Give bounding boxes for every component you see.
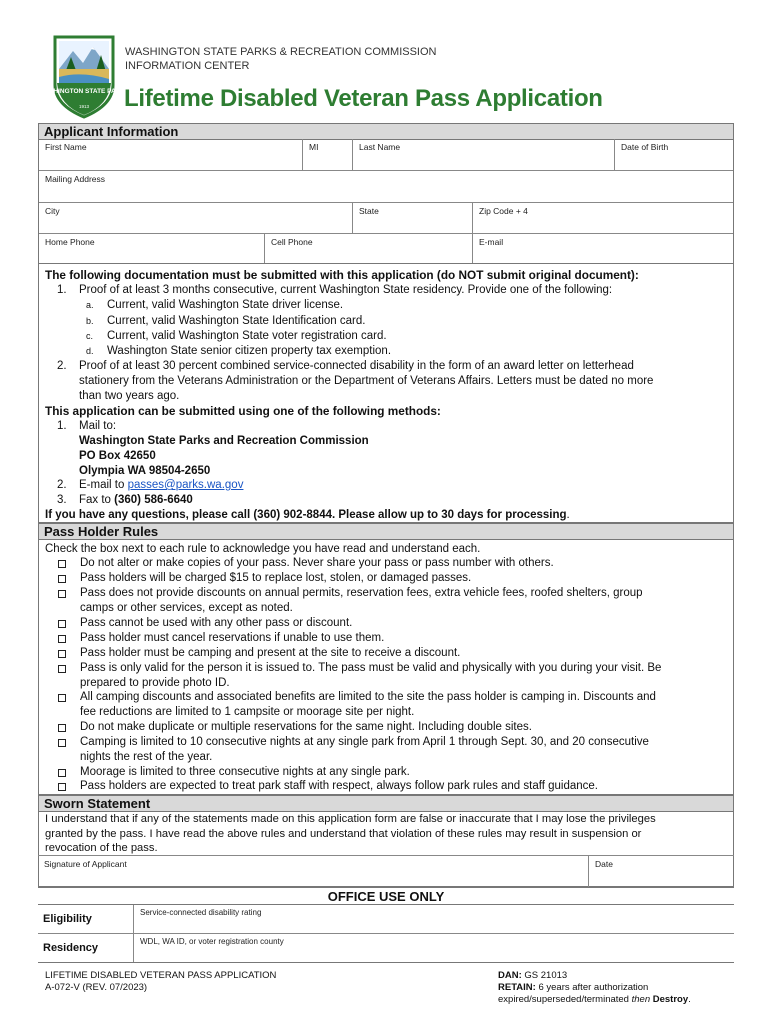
last-name-label: Last Name bbox=[359, 142, 401, 152]
residency-proof-label: WDL, WA ID, or voter registration county bbox=[140, 937, 284, 946]
rule-2-checkbox[interactable] bbox=[58, 575, 66, 583]
agency-line-1: WASHINGTON STATE PARKS & RECREATION COMMISSION bbox=[125, 46, 437, 58]
rule-7-text: Pass is only valid for the person it is issued to. The pass must be valid and physically with you during your visit. Be bbox=[80, 662, 662, 674]
cell-phone-field[interactable] bbox=[265, 234, 473, 263]
rule-10-text: Camping is limited to 10 consecutive nights at any single park from April 1 through Sept. 30, and 20 consecutive bbox=[80, 736, 649, 748]
city-label: City bbox=[45, 206, 60, 216]
methods-heading: This application can be submitted using one of the following methods: bbox=[45, 404, 441, 418]
rule-1-text: Do not alter or make copies of your pass. Never share your pass or pass number with others. bbox=[80, 557, 554, 569]
mailing-address-label: Mailing Address bbox=[45, 174, 106, 184]
rule-11-checkbox[interactable] bbox=[58, 769, 66, 777]
rule-4-checkbox[interactable] bbox=[58, 620, 66, 628]
date-of-birth-field[interactable] bbox=[615, 139, 733, 171]
rule-8-text: All camping discounts and associated benefits are limited to the site the pass holder is camping in. Discounts and bbox=[80, 691, 656, 703]
agency-line-2: INFORMATION CENTER bbox=[125, 60, 250, 72]
disability-rating-label: Service-connected disability rating bbox=[140, 908, 262, 917]
doc-item-1-number: 1. bbox=[57, 284, 67, 296]
last-name-field[interactable] bbox=[353, 139, 615, 171]
sworn-line-1: I understand that if any of the statements made on this application form are false or inaccurate that I may lose the privileges bbox=[45, 813, 656, 825]
doc-sub-c: c. Current, valid Washington State voter registration card. bbox=[86, 330, 387, 342]
rule-11-text: Moorage is limited to three consecutive nights at any single park. bbox=[80, 766, 410, 778]
sworn-line-3: revocation of the pass. bbox=[45, 842, 158, 854]
state-field[interactable] bbox=[353, 203, 473, 234]
doc-item-1 bbox=[57, 283, 613, 298]
residency-cell bbox=[38, 934, 134, 962]
rule-10-checkbox[interactable] bbox=[58, 739, 66, 747]
mailing-address-field[interactable] bbox=[39, 171, 733, 203]
rule-5-checkbox[interactable] bbox=[58, 635, 66, 643]
mail-address-city: Olympia WA 98504-2650 bbox=[79, 465, 211, 477]
rule-6-checkbox[interactable] bbox=[58, 650, 66, 658]
page-title: Lifetime Disabled Veteran Pass Application bbox=[124, 85, 603, 112]
eligibility-cell bbox=[38, 905, 134, 934]
rule-3-checkbox[interactable] bbox=[58, 590, 66, 598]
office-use-heading: OFFICE USE ONLY bbox=[38, 887, 734, 905]
rule-5-text: Pass holder must cancel reservations if unable to use them. bbox=[80, 632, 385, 644]
rule-7-text-cont: prepared to provide photo ID. bbox=[80, 677, 230, 689]
dob-label: Date of Birth bbox=[621, 142, 669, 152]
rule-8-checkbox[interactable] bbox=[58, 694, 66, 702]
washington-state-parks-logo bbox=[38, 33, 130, 119]
middle-initial-field[interactable] bbox=[303, 139, 353, 171]
doc-item-2: 2. Proof of at least 30 percent combined service-connected disability in the form of an award letter on letterhead bbox=[57, 360, 634, 372]
zip-code-field[interactable] bbox=[473, 203, 733, 234]
fax-number: (360) 586-6640 bbox=[114, 494, 193, 506]
signature-row bbox=[38, 855, 734, 887]
footer-form-info bbox=[45, 970, 276, 994]
rule-4-text: Pass cannot be used with any other pass or discount. bbox=[80, 617, 353, 629]
applicant-info-heading: Applicant Information bbox=[38, 123, 734, 140]
footer-form-name: LIFETIME DISABLED VETERAN PASS APPLICATION bbox=[45, 970, 277, 981]
zip-label: Zip Code + 4 bbox=[479, 206, 528, 216]
home-phone-field[interactable] bbox=[39, 234, 265, 263]
rule-12-text: Pass holders are expected to treat park staff with respect, always follow park rules and staff guidance. bbox=[80, 780, 598, 792]
rule-9-checkbox[interactable] bbox=[58, 724, 66, 732]
residency-label: Residency bbox=[43, 942, 99, 954]
mail-address-box: PO Box 42650 bbox=[79, 450, 156, 462]
mail-address-name: Washington State Parks and Recreation Commission bbox=[79, 435, 369, 447]
office-use-table bbox=[38, 904, 734, 963]
rule-3-text: Pass does not provide discounts on annual permits, reservation fees, extra vehicle fees, roofed shelters, group bbox=[80, 587, 643, 599]
first-name-label: First Name bbox=[45, 142, 87, 152]
method-email: 2. E-mail to passes@parks.wa.gov bbox=[57, 479, 244, 491]
eligibility-label: Eligibility bbox=[43, 913, 92, 925]
rule-2-text: Pass holders will be charged $15 to replace lost, stolen, or damaged passes. bbox=[80, 572, 472, 584]
footer-retention bbox=[498, 970, 691, 1006]
mi-label: MI bbox=[309, 142, 319, 152]
doc-sub-b: b. Current, valid Washington State Identification card. bbox=[86, 315, 366, 327]
logo-text: WASHINGTON STATE PARKS bbox=[38, 88, 130, 95]
questions-note: If you have any questions, please call (360) 902-8844. Please allow up to 30 days for processing. bbox=[45, 509, 570, 521]
method-fax: 3. Fax to (360) 586-6640 bbox=[57, 494, 193, 506]
state-label: State bbox=[359, 206, 379, 216]
rule-1-checkbox[interactable] bbox=[58, 560, 66, 568]
doc-item-2-line-3: than two years ago. bbox=[79, 390, 180, 402]
rule-3-text-cont: camps or other services, except as noted. bbox=[80, 602, 293, 614]
email-link[interactable]: passes@parks.wa.gov bbox=[127, 479, 244, 491]
footer-form-number: A-072-V (REV. 07/2023) bbox=[45, 982, 148, 993]
residency-proof-field[interactable] bbox=[134, 934, 734, 962]
rule-6-text: Pass holder must be camping and present at the site to receive a discount. bbox=[80, 647, 461, 659]
disability-rating-field[interactable] bbox=[134, 905, 734, 934]
rule-10-text-cont: nights the rest of the year. bbox=[80, 751, 213, 763]
rule-8-text-cont: fee reductions are limited to 1 campsite or moorage site per night. bbox=[80, 706, 415, 718]
signature-date-label: Date bbox=[595, 859, 613, 869]
email-field[interactable] bbox=[473, 234, 733, 263]
agency-name bbox=[125, 45, 437, 73]
signature-date-field[interactable] bbox=[589, 856, 732, 887]
doc-sub-a: a. Current, valid Washington State driver license. bbox=[86, 299, 344, 311]
doc-sub-d: d. Washington State senior citizen property tax exemption. bbox=[86, 345, 392, 357]
footer-retain-line-2: expired/superseded/terminated then Destroy. bbox=[498, 994, 691, 1005]
footer-retain: RETAIN: 6 years after authorization bbox=[498, 982, 649, 993]
pass-holder-rules-heading: Pass Holder Rules bbox=[38, 523, 734, 540]
first-name-field[interactable] bbox=[39, 139, 303, 171]
email-label: E-mail bbox=[479, 237, 504, 247]
city-field[interactable] bbox=[39, 203, 353, 234]
signature-label: Signature of Applicant bbox=[44, 859, 127, 869]
footer-dan: DAN: GS 21013 bbox=[498, 970, 568, 981]
rule-9-text: Do not make duplicate or multiple reservations for the same night. Including double sites. bbox=[80, 721, 532, 733]
sworn-statement-heading: Sworn Statement bbox=[38, 795, 734, 812]
applicant-info-table bbox=[38, 139, 734, 264]
sworn-line-2: granted by the pass. I have read the above rules and understand that violation of these rules may result in suspension or bbox=[45, 828, 642, 840]
rule-12-checkbox[interactable] bbox=[58, 783, 66, 791]
doc-item-1-text: Proof of at least 3 months consecutive, current Washington State residency. Provide one of the following: bbox=[79, 284, 613, 296]
signature-field[interactable] bbox=[38, 856, 589, 887]
logo-year: 1913 bbox=[78, 104, 90, 109]
documentation-heading: The following documentation must be submitted with this application (do NOT submit original document): bbox=[45, 268, 639, 282]
cell-phone-label: Cell Phone bbox=[271, 237, 313, 247]
doc-item-2-line-2: stationery from the Veterans Administration or the Department of Veterans Affairs. Letters must be dated no more bbox=[79, 375, 654, 387]
rules-intro: Check the box next to each rule to acknowledge you have read and understand each. bbox=[45, 543, 481, 555]
method-mail: 1. Mail to: bbox=[57, 420, 117, 432]
rule-7-checkbox[interactable] bbox=[58, 665, 66, 673]
home-phone-label: Home Phone bbox=[45, 237, 95, 247]
